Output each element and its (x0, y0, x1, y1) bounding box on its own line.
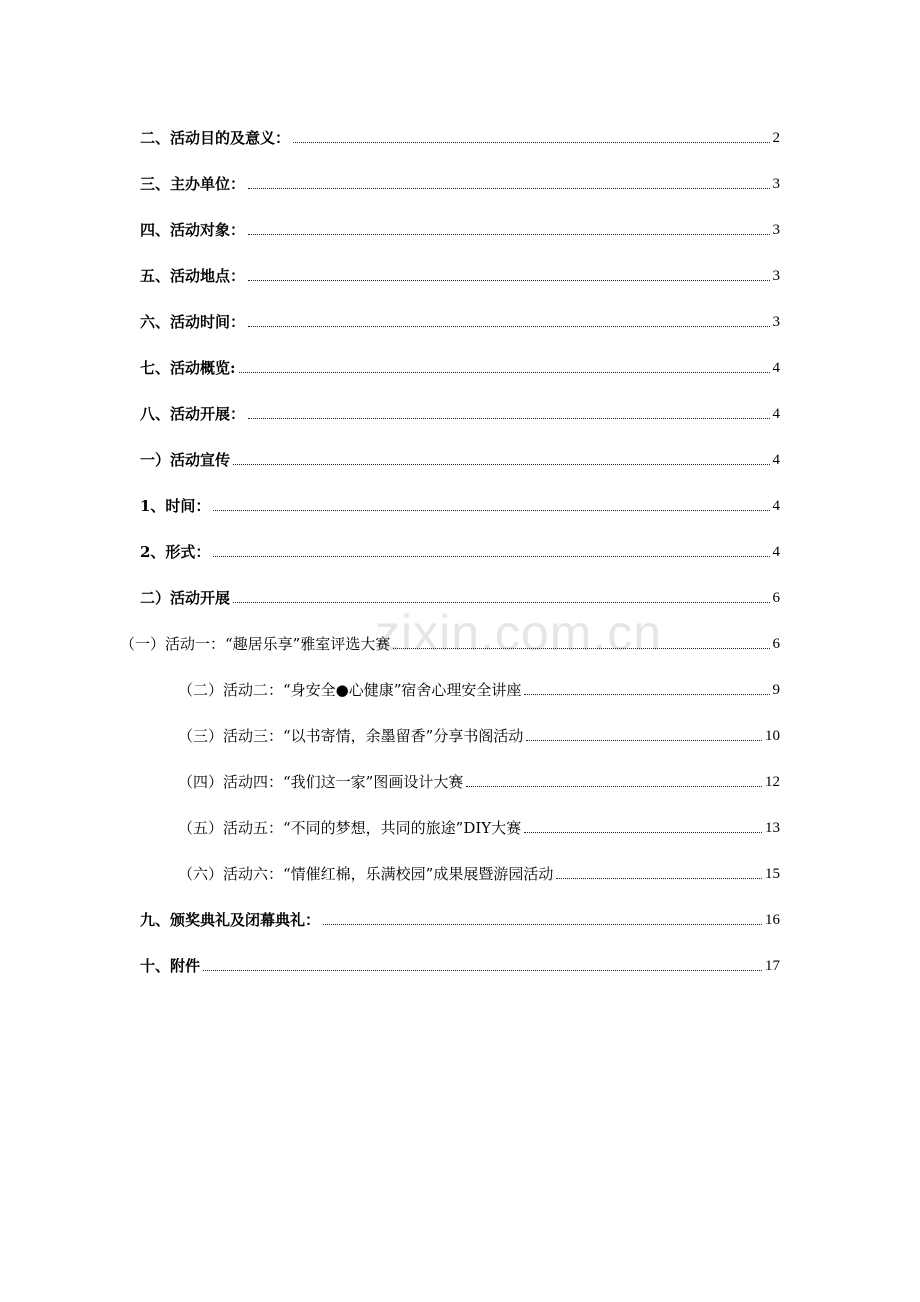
toc-entry-label: （一）活动一：“趣居乐享”雅室评选大赛 (120, 635, 391, 653)
watermark: zixin.com.cn (375, 605, 663, 661)
toc-dot-leader (248, 234, 769, 235)
toc-dot-leader (233, 464, 769, 465)
toc-dot-leader (466, 786, 762, 787)
toc-entry-label: （六）活动六：“情催红棉，乐满校园”成果展暨游园活动 (178, 865, 554, 883)
toc-entry-label: 六、活动时间： (140, 313, 246, 331)
toc-entry-label: 十、附件 (140, 957, 201, 975)
toc-entry-label: （四）活动四：“我们这一家”图画设计大赛 (178, 773, 464, 791)
toc-entry[interactable] (178, 854, 780, 884)
toc-entry[interactable] (178, 716, 780, 746)
toc-entry-label: 八、活动开展： (140, 405, 246, 423)
toc-dot-leader (556, 878, 762, 879)
toc-entry[interactable] (140, 348, 780, 378)
toc-entry[interactable] (140, 302, 780, 332)
toc-page-number: 16 (765, 912, 780, 928)
toc-page-number: 4 (772, 406, 780, 422)
toc-page-number: 4 (772, 360, 780, 376)
toc-dot-leader (248, 418, 769, 419)
toc-entry-label: 2、形式： (140, 543, 211, 561)
toc-dot-leader (524, 694, 769, 695)
toc-entry[interactable] (140, 118, 780, 148)
toc-entry-label: 二）活动开展 (140, 589, 231, 607)
toc-entry[interactable] (140, 210, 780, 240)
toc-dot-leader (248, 326, 769, 327)
toc-entry[interactable] (140, 440, 780, 470)
toc-entry[interactable] (120, 624, 780, 654)
toc-page-number: 2 (772, 130, 780, 146)
toc-entry-label: 二、活动目的及意义： (140, 129, 291, 147)
toc-entry-label: （五）活动五：“不同的梦想，共同的旅途”DIY大赛 (178, 819, 522, 837)
toc-dot-leader (248, 188, 769, 189)
toc-page-number: 12 (765, 774, 780, 790)
toc-entry[interactable] (140, 394, 780, 424)
toc-entry-label: 五、活动地点： (140, 267, 246, 285)
toc-dot-leader (213, 510, 769, 511)
toc-page-number: 4 (772, 544, 780, 560)
toc-entry[interactable] (178, 670, 780, 700)
toc-entry[interactable] (140, 164, 780, 194)
toc-dot-leader (526, 740, 762, 741)
toc-page-number: 10 (765, 728, 780, 744)
toc-entry[interactable] (140, 486, 780, 516)
toc-entry-label: 七、活动概览: (140, 359, 236, 377)
toc-dot-leader (213, 556, 769, 557)
toc-dot-leader (293, 142, 769, 143)
toc-entry-label: 三、主办单位： (140, 175, 246, 193)
toc-page-number: 17 (765, 958, 780, 974)
toc-entry-label: （二）活动二：“身安全●心健康”宿舍心理安全讲座 (178, 681, 522, 699)
toc-page-number: 15 (765, 866, 780, 882)
toc-entry-label: 1、时间： (140, 497, 211, 515)
toc-page-number: 4 (772, 452, 780, 468)
toc-page-number: 9 (772, 682, 780, 698)
toc-page-number: 3 (772, 314, 780, 330)
toc-page-number: 6 (772, 590, 780, 606)
toc-dot-leader (248, 280, 769, 281)
toc-entry-label: （三）活动三：“以书寄情，余墨留香”分享书阁活动 (178, 727, 524, 745)
toc-entry[interactable] (140, 532, 780, 562)
toc-entry[interactable] (140, 578, 780, 608)
toc-page-number: 4 (772, 498, 780, 514)
toc-page-number: 3 (772, 268, 780, 284)
toc-entry[interactable] (178, 808, 780, 838)
toc-entry-label: 一）活动宣传 (140, 451, 231, 469)
toc-entry[interactable] (140, 900, 780, 930)
toc-page-number: 13 (765, 820, 780, 836)
toc-dot-leader (524, 832, 762, 833)
toc-dot-leader (203, 970, 762, 971)
toc-entry[interactable] (140, 946, 780, 976)
toc-page-number: 3 (772, 176, 780, 192)
toc-entry-label: 九、颁奖典礼及闭幕典礼： (140, 911, 321, 929)
toc-entry[interactable] (178, 762, 780, 792)
toc-dot-leader (239, 372, 770, 373)
toc-page-number: 6 (772, 636, 780, 652)
toc-dot-leader (393, 648, 769, 649)
toc-dot-leader (323, 924, 762, 925)
toc-entry[interactable] (140, 256, 780, 286)
toc-dot-leader (233, 602, 769, 603)
toc-entry-label: 四、活动对象： (140, 221, 246, 239)
toc-page-number: 3 (772, 222, 780, 238)
